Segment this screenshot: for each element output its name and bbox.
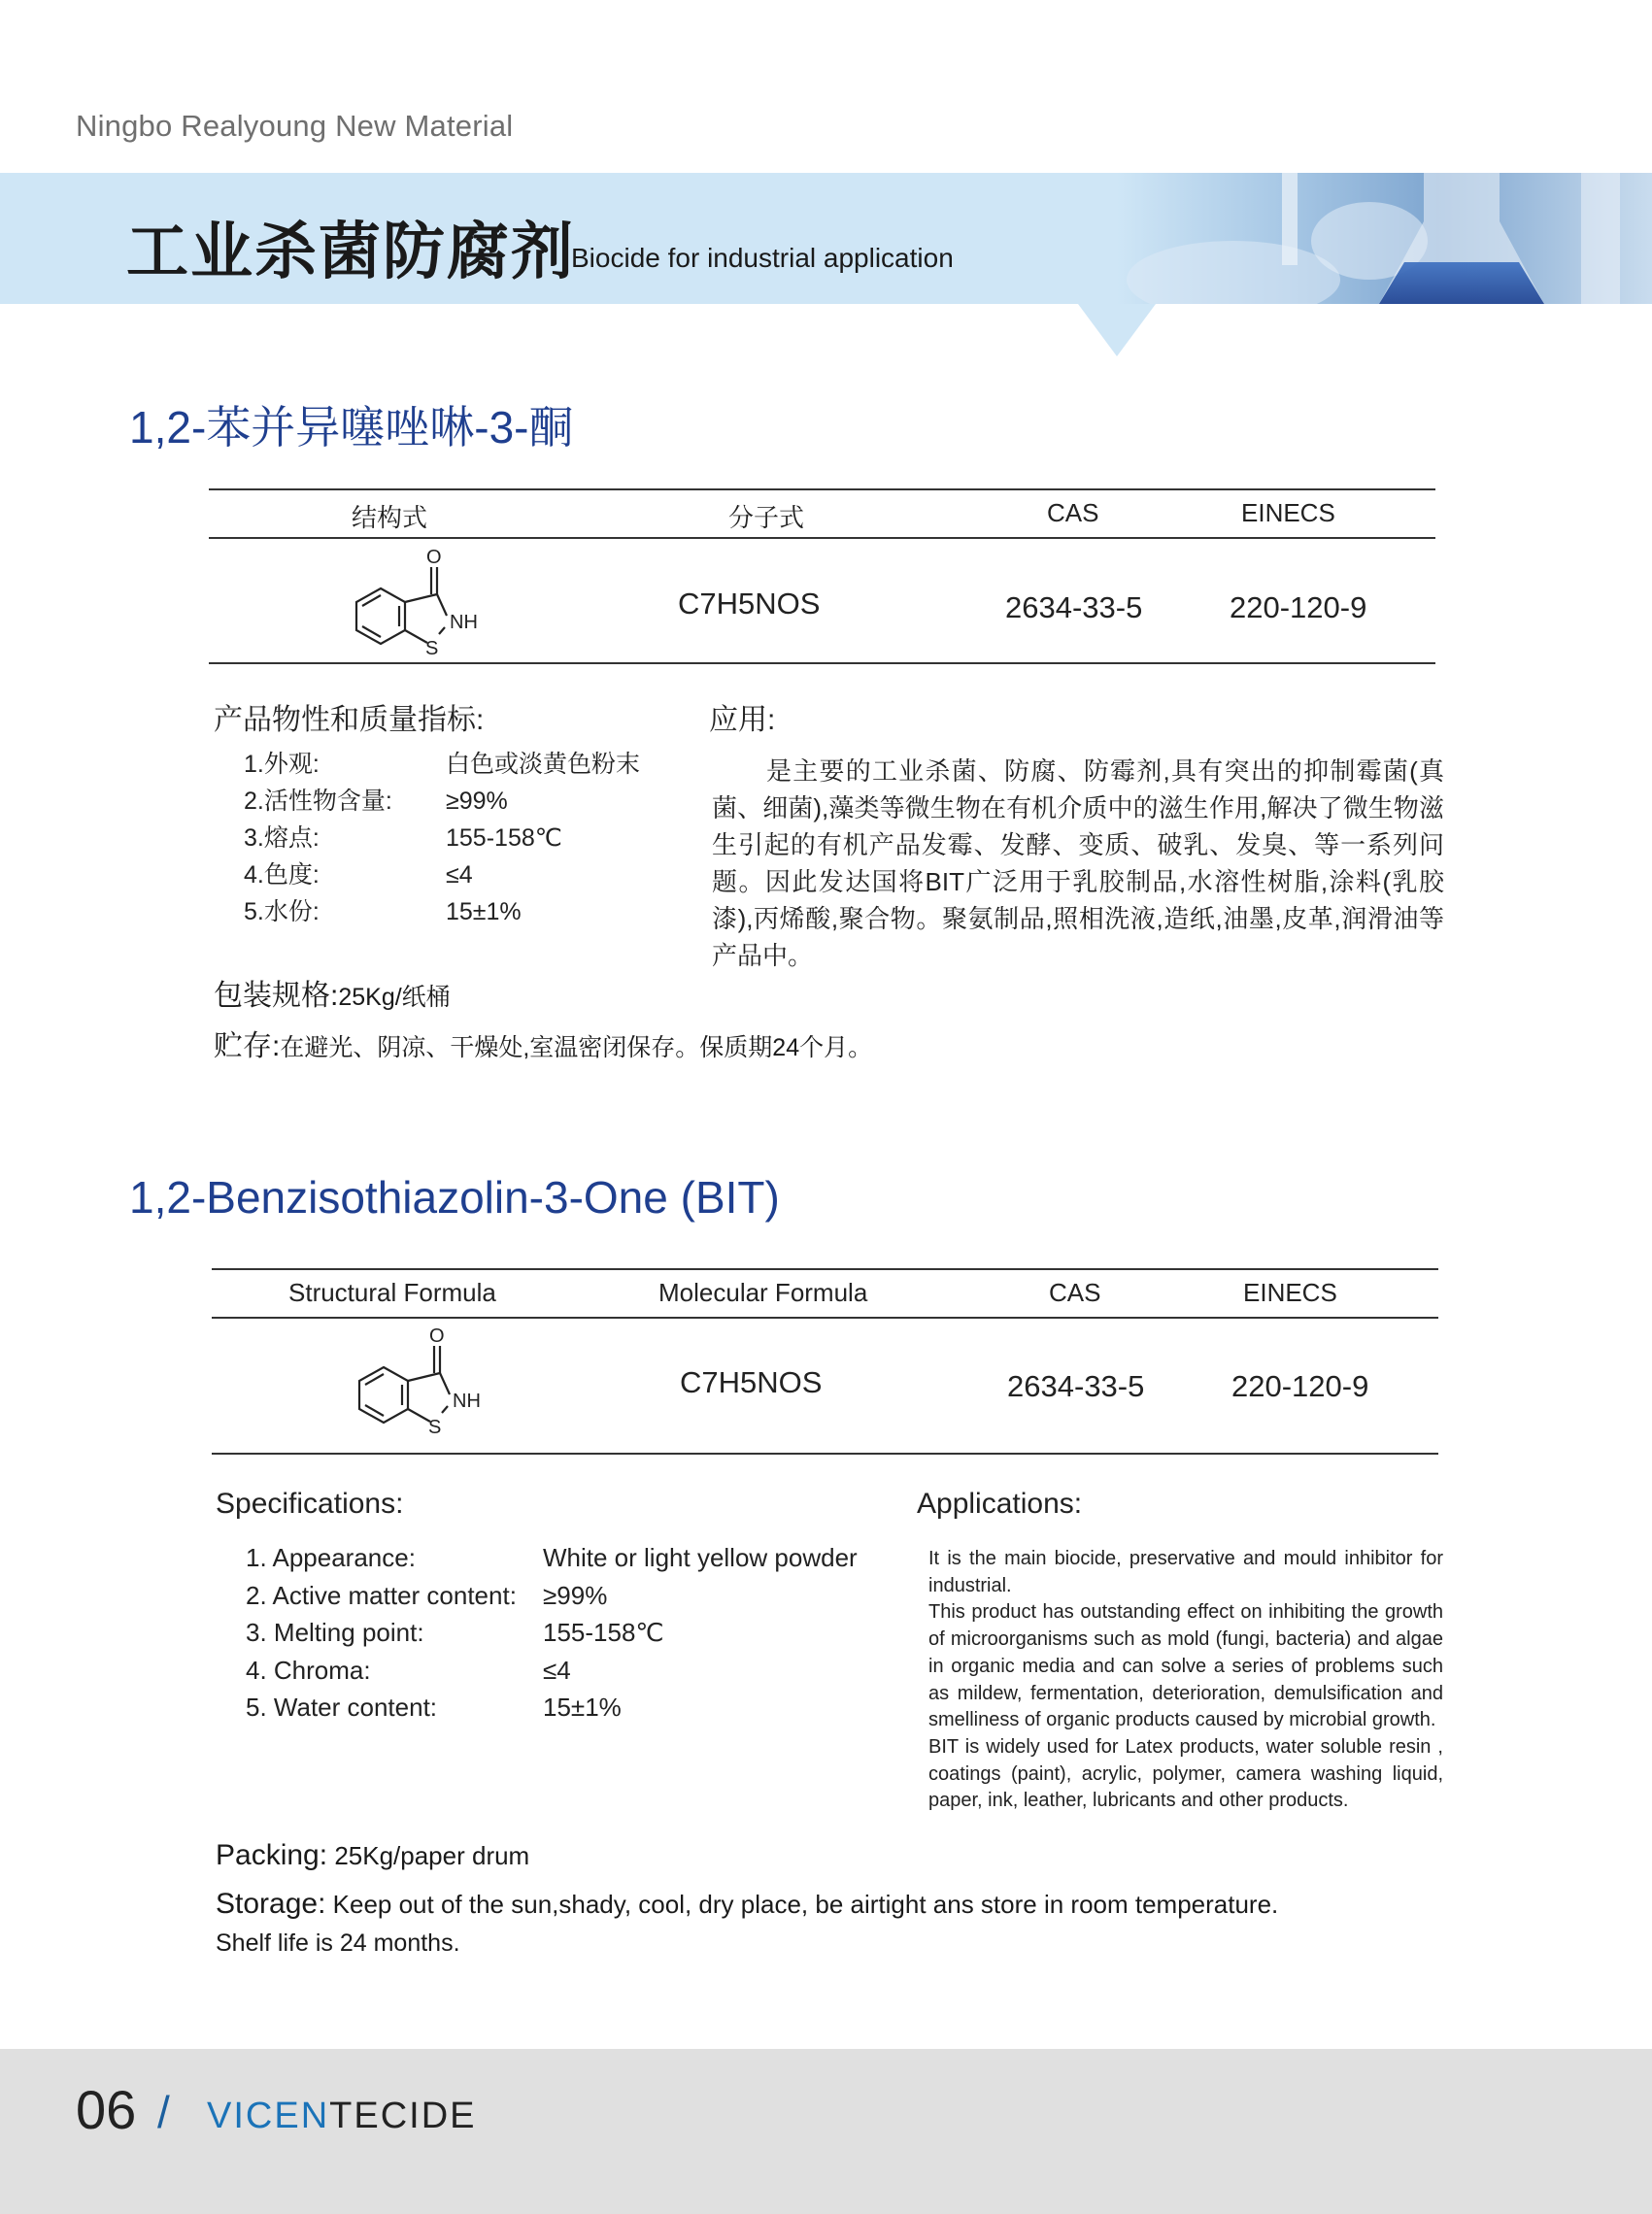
spec-row: 1. Appearance: White or light yellow powder	[246, 1543, 858, 1572]
nh-label: NH	[450, 612, 478, 633]
oxygen-label: O	[426, 547, 442, 568]
page-title-cn: 工业杀菌防腐剂	[126, 217, 575, 286]
structure-diagram-en	[333, 1319, 498, 1440]
application-text-cn: 是主要的工业杀菌、防腐、防霉剂,具有突出的抑制霉菌(真菌、细菌),藻类等微生物在有机介质中的滋生作用,解决了微生物滋生引起的有机产品发霉、发酵、变质、破乳、发臭、等一系列问题。因此发达国将BIT广泛用于乳胶制品,水溶性树脂,涂料(乳胶漆),丙烯酸,聚合物。聚氨制品,照相洗液,造纸,油墨,皮革,润滑油等产品中。	[712, 756, 1444, 970]
table-header-rule	[209, 537, 1435, 539]
col-header-formula: 分子式	[728, 503, 805, 532]
footer-slash: /	[157, 2087, 170, 2137]
cas-value-en: 2634-33-5	[1007, 1369, 1145, 1403]
spec-row: 5.水份: 15±1%	[244, 898, 522, 925]
application-text-en	[928, 1546, 1443, 1815]
storage-cn: 贮存:在避光、阴凉、干燥处,室温密闭保存。保质期24个月。	[214, 1030, 873, 1062]
application-paragraph: This product has outstanding effect on inhibiting the growth of microorganisms such as mold (fungi, bacteria) and algae in organic media and can solve a series of problems such as mildew, fermentation, deterioration, demulsification and smelliness of organic products caused by microbial growth.	[928, 1601, 1443, 1731]
molecular-formula-en: C7H5NOS	[680, 1365, 823, 1399]
spec-row: 2.活性物含量: ≥99%	[244, 788, 508, 815]
col-header-cas: CAS	[1047, 498, 1099, 527]
application-paragraph: It is the main biocide, preservative and mould inhibitor for industrial.	[928, 1548, 1443, 1596]
application-title-cn: 应用:	[709, 704, 776, 736]
flask-illustration	[1117, 173, 1652, 304]
table-top-rule	[212, 1268, 1438, 1270]
page-number: 06	[76, 2079, 137, 2140]
application-title-en: Applications:	[917, 1488, 1083, 1520]
spec-row: 1.外观: 白色或淡黄色粉末	[244, 751, 641, 778]
company-name: Ningbo Realyoung New Material	[76, 109, 514, 143]
col-header-structure: Structural Formula	[288, 1278, 496, 1307]
packing-cn: 包装规格:25Kg/纸桶	[214, 980, 451, 1012]
banner-pointer	[1078, 304, 1156, 356]
oxygen-label: O	[429, 1325, 445, 1347]
table-top-rule	[209, 488, 1435, 490]
spec-list-en	[246, 1539, 906, 1727]
packing-en: Packing: 25Kg/paper drum	[216, 1839, 530, 1871]
col-header-cas: CAS	[1049, 1278, 1101, 1307]
col-header-formula: Molecular Formula	[658, 1278, 868, 1307]
spec-row: 4. Chroma: ≤4	[246, 1655, 571, 1685]
col-header-einecs: EINECS	[1243, 1278, 1337, 1307]
sulfur-label: S	[428, 1417, 442, 1438]
spec-row: 3.熔点: 155-158℃	[244, 824, 562, 852]
spec-row: 2. Active matter content: ≥99%	[246, 1580, 608, 1610]
molecular-formula-cn: C7H5NOS	[678, 587, 821, 621]
section-heading-en: 1,2-Benzisothiazolin-3-One (BIT)	[129, 1172, 780, 1223]
nh-label: NH	[453, 1391, 481, 1412]
spec-row: 5. Water content: 15±1%	[246, 1693, 622, 1722]
spec-row: 4.色度: ≤4	[244, 861, 473, 889]
spec-title-en: Specifications:	[216, 1488, 404, 1520]
spec-row: 3. Melting point: 155-158℃	[246, 1618, 664, 1647]
col-header-structure: 结构式	[352, 503, 428, 532]
table-bottom-rule	[209, 662, 1435, 664]
brand-name: VICENTECIDE	[207, 2096, 477, 2136]
table-bottom-rule	[212, 1453, 1438, 1455]
section-heading-cn: 1,2-苯并异噻唑啉-3-酮	[129, 402, 574, 453]
einecs-value-cn: 220-120-9	[1230, 590, 1367, 624]
application-paragraph: BIT is widely used for Latex products, water soluble resin , coatings (paint), acrylic, polymer, camera washing liquid, paper, ink, leather, lubricants and other products.	[928, 1735, 1443, 1812]
storage-en: Storage: Keep out of the sun,shady, cool, dry place, be airtight ans store in room temperature.	[216, 1888, 1279, 1920]
sulfur-label: S	[425, 638, 439, 659]
page-title-en: Biocide for industrial application	[571, 243, 954, 273]
col-header-einecs: EINECS	[1241, 498, 1335, 527]
spec-title-cn: 产品物性和质量指标:	[214, 704, 485, 736]
spec-list-cn	[244, 746, 691, 930]
shelf-life-en: Shelf life is 24 months.	[216, 1929, 460, 1957]
einecs-value-en: 220-120-9	[1231, 1369, 1369, 1403]
structure-diagram-cn	[330, 540, 495, 661]
cas-value-cn: 2634-33-5	[1005, 590, 1143, 624]
lab-glassware-image	[1117, 173, 1652, 304]
